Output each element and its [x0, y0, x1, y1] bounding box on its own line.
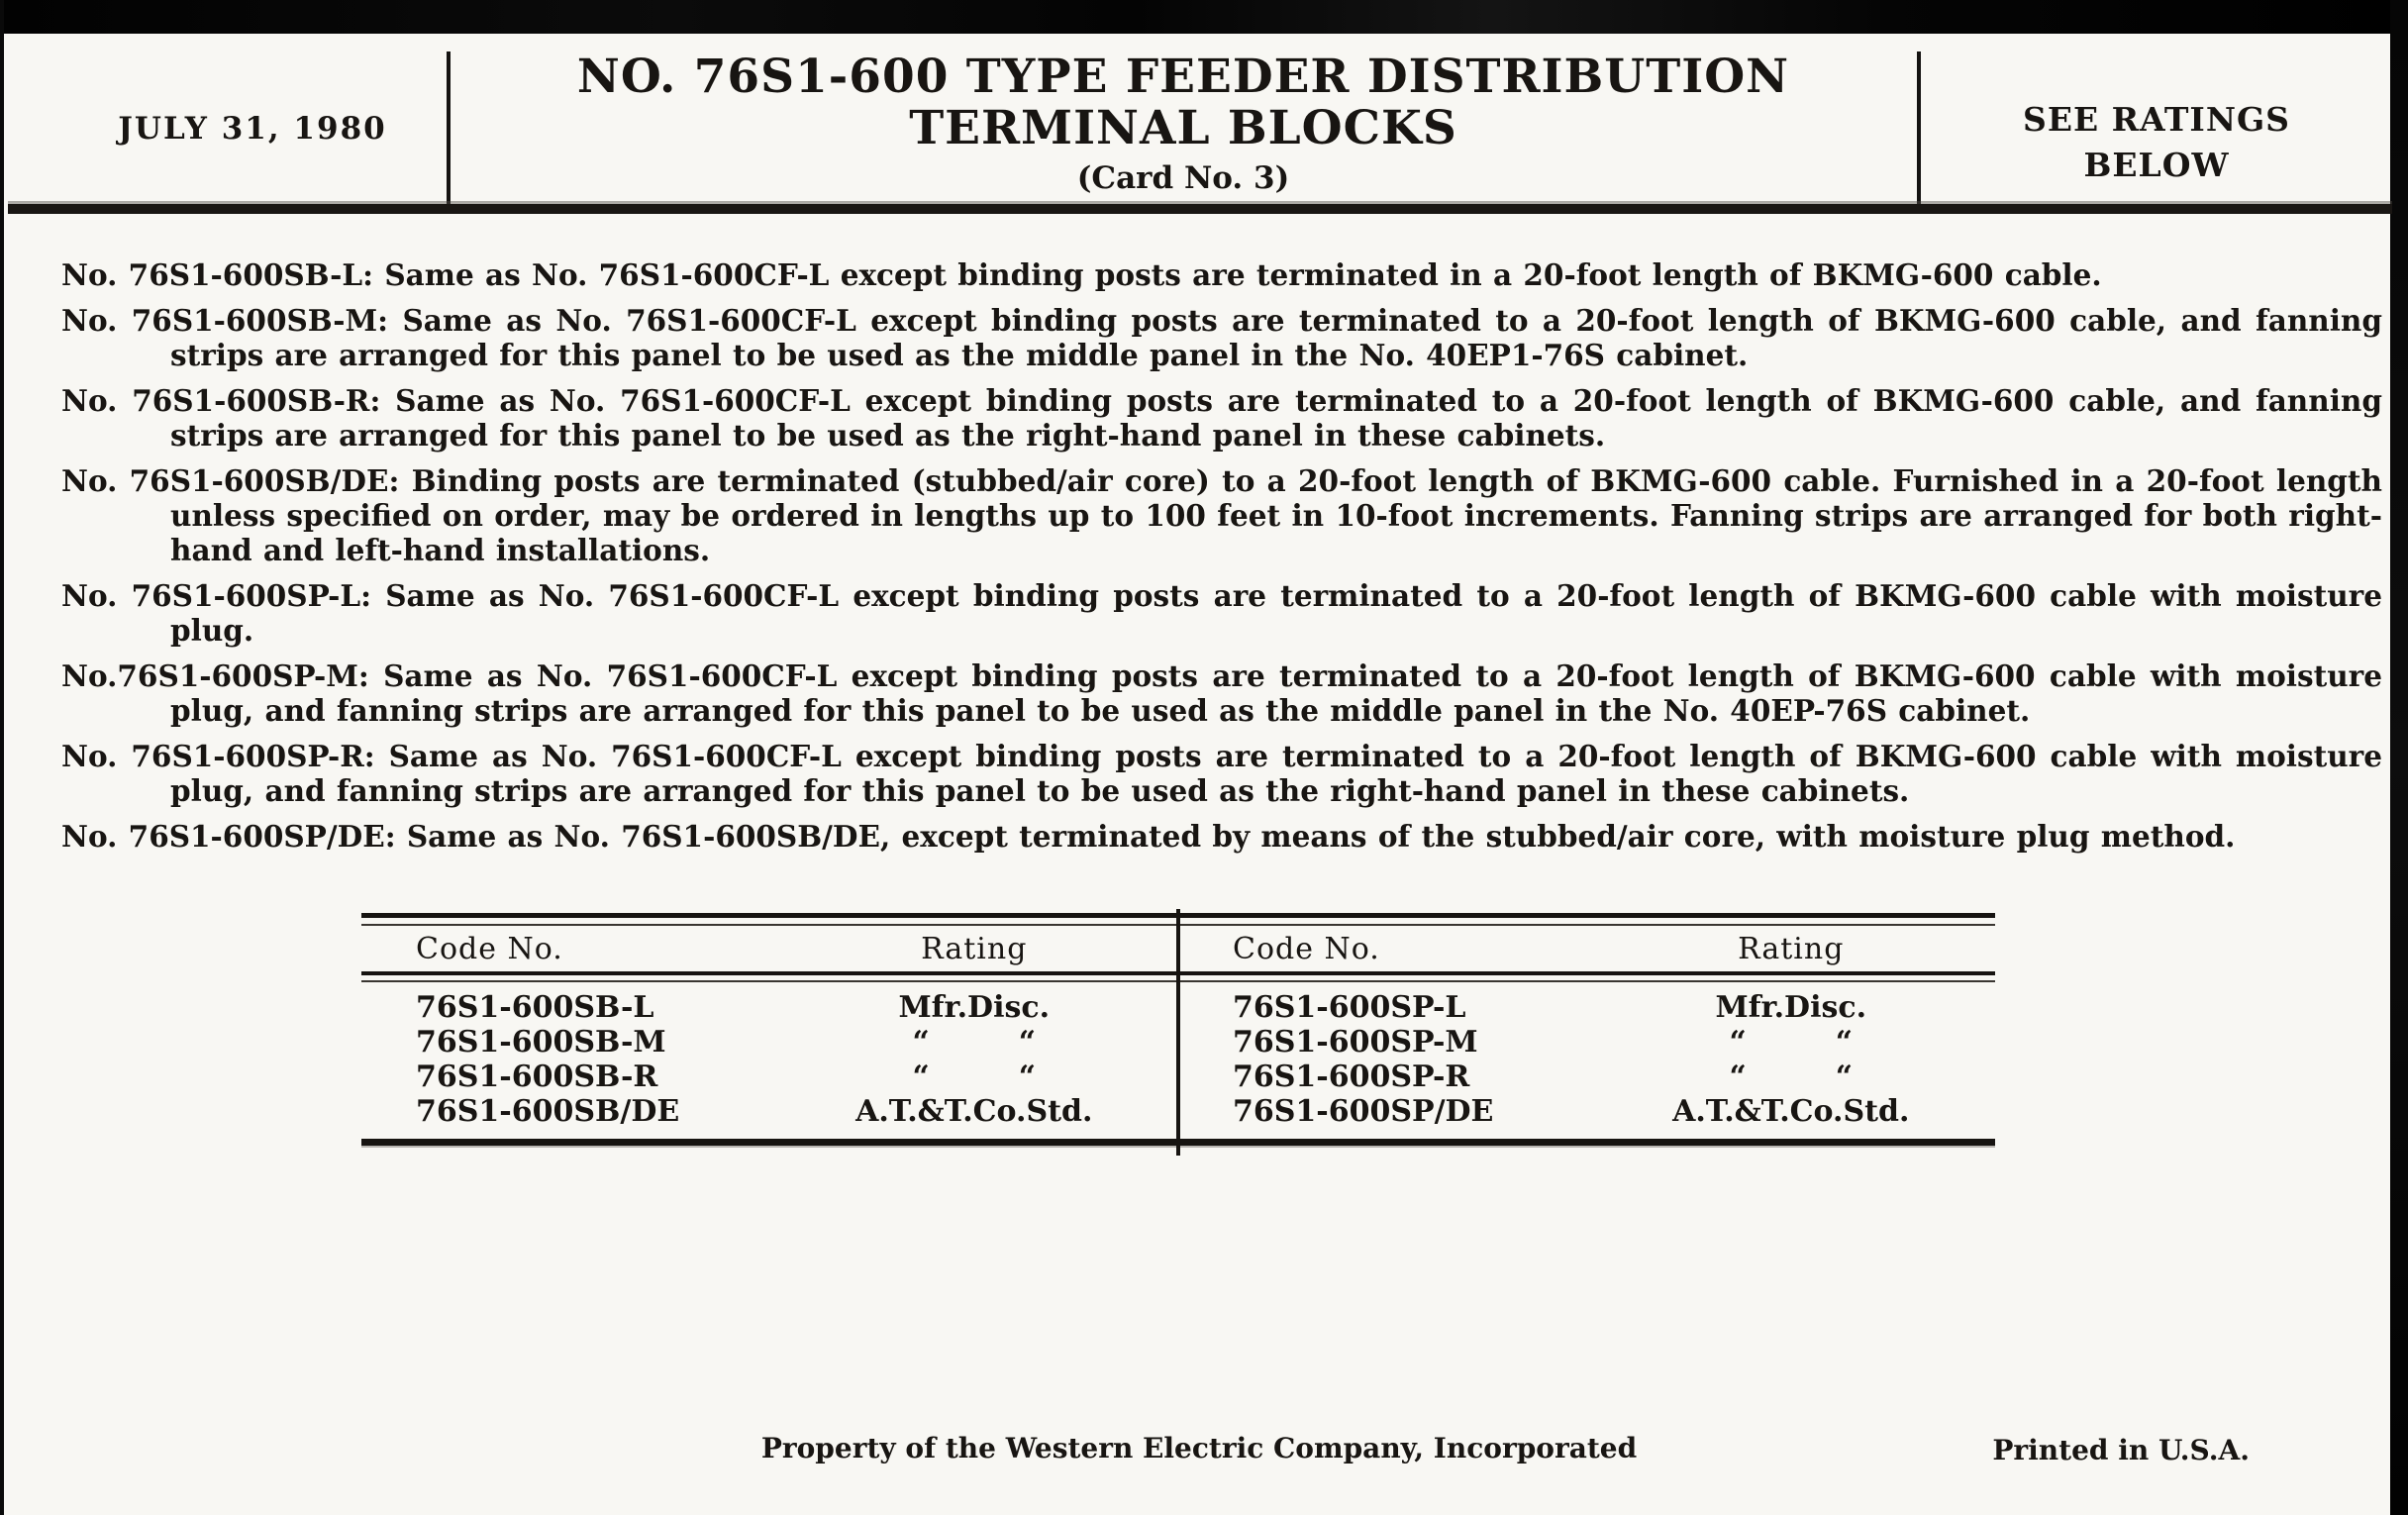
code-cell: 76S1-600SB-M [416, 1025, 666, 1060]
page-title-line2: TERMINAL BLOCKS [909, 101, 1457, 155]
rating-cell-ditto: “ “ [912, 1060, 1036, 1094]
table-row [361, 1094, 1178, 1129]
rating-cell-ditto: “ “ [1729, 1025, 1853, 1060]
description-paragraphs [61, 257, 2382, 864]
column-header-code-left: Code No. [416, 931, 563, 966]
code-label: No. 76S1-600SP-R: [61, 739, 375, 773]
paragraph-sp-l [61, 578, 2382, 648]
table-row [1178, 1094, 1995, 1129]
code-cell: 76S1-600SB-L [416, 990, 654, 1025]
column-header-rating-left: Rating [921, 931, 1028, 966]
paragraph-sb-r [61, 383, 2382, 453]
page-title-line1: NO. 76S1-600 TYPE FEEDER DISTRIBUTION [576, 50, 1790, 104]
code-label: No. 76S1-600SB-M: [61, 303, 389, 338]
table-right-half [1178, 990, 1995, 1129]
code-description: Same as No. 76S1-600CF-L except binding posts are terminated to a 20-foot length of BKMG-600 cable with moisture plug. [170, 578, 2382, 648]
paragraph-sb-de [61, 463, 2382, 567]
header-divider-right [1917, 51, 1921, 206]
issue-date: JULY 31, 1980 [118, 111, 387, 147]
code-label: No.76S1-600SP-M: [61, 658, 369, 693]
header-title-block [455, 51, 1911, 196]
column-header-code-right: Code No. [1233, 931, 1380, 966]
header-divider-left [447, 51, 451, 206]
table-row [1178, 990, 1995, 1025]
code-cell: 76S1-600SB-R [416, 1060, 658, 1094]
table-row [1178, 1060, 1995, 1094]
rating-cell: A.T.&T.Co.Std. [1672, 1094, 1910, 1129]
code-cell: 76S1-600SP-L [1233, 990, 1466, 1025]
rating-cell: A.T.&T.Co.Std. [855, 1094, 1093, 1129]
paragraph-sb-m [61, 303, 2382, 372]
paragraph-sp-de [61, 819, 2382, 854]
paragraph-sb-l [61, 257, 2382, 292]
code-description: Same as No. 76S1-600CF-L except binding posts are terminated in a 20-foot length of BKMG-600 cable. [384, 257, 2102, 292]
paragraph-sp-m [61, 658, 2382, 728]
code-label: No. 76S1-600SB/DE: [61, 463, 400, 498]
see-ratings-line1: SEE RATINGS [2022, 100, 2291, 139]
ratings-table [361, 913, 1995, 1146]
code-description: Binding posts are terminated (stubbed/air core) to a 20-foot length of BKMG-600 cable. Furnished in a 20-foot length unless specified on order, may be ordered in lengths up to 100 feet in 10-foot increments. Fanning strips are arranged for both right-hand and left-hand installations. [170, 463, 2383, 567]
code-label: No. 76S1-600SP-L: [61, 578, 372, 613]
rating-cell-ditto: “ “ [912, 1025, 1036, 1060]
code-description: Same as No. 76S1-600CF-L except binding posts are terminated to a 20-foot length of BKMG-600 cable, and fanning strips are arranged for this panel to be used as the middle panel in the No. 40EP1-76S cabinet. [170, 303, 2382, 372]
column-header-rating-right: Rating [1738, 931, 1845, 966]
code-description: Same as No. 76S1-600CF-L except binding posts are terminated to a 20-foot length of BKMG-600 cable with moisture plug, and fanning strips are arranged for this panel to be used as the middle panel in the No. 40EP-76S cabinet. [170, 658, 2382, 728]
table-row [361, 990, 1178, 1025]
code-description: Same as No. 76S1-600CF-L except binding posts are terminated to a 20-foot length of BKMG-600 cable with moisture plug, and fanning strips are arranged for this panel to be used as the right-hand panel in these cabinets. [170, 739, 2382, 808]
code-label: No. 76S1-600SB-L: [61, 257, 374, 292]
scan-right-border [2390, 0, 2408, 1515]
code-label: No. 76S1-600SB-R: [61, 383, 381, 418]
code-label: No. 76S1-600SP/DE: [61, 819, 396, 854]
header-rule [8, 204, 2392, 214]
table-row [1178, 1025, 1995, 1060]
table-row [361, 1060, 1178, 1094]
table-left-half [361, 990, 1178, 1129]
code-cell: 76S1-600SP/DE [1233, 1094, 1494, 1129]
card-number: (Card No. 3) [1076, 160, 1290, 196]
see-ratings-line2: BELOW [2083, 146, 2230, 184]
code-cell: 76S1-600SB/DE [416, 1094, 680, 1129]
rating-cell: Mfr.Disc. [1715, 990, 1867, 1025]
printed-in-usa: Printed in U.S.A. [1992, 1434, 2250, 1466]
code-description: Same as No. 76S1-600SB/DE, except terminated by means of the stubbed/air core, with moisture plug method. [406, 819, 2236, 854]
table-row [361, 1025, 1178, 1060]
property-notice: Property of the Western Electric Company, Incorporated [760, 1432, 1638, 1464]
code-cell: 76S1-600SP-R [1233, 1060, 1470, 1094]
code-description: Same as No. 76S1-600CF-L except binding posts are terminated to a 20-foot length of BKMG-600 cable, and fanning strips are arranged for this panel to be used as the right-hand panel in these cabinets. [170, 383, 2382, 453]
see-ratings-note [1929, 97, 2384, 188]
table-center-divider [1176, 965, 1180, 1156]
rating-cell-ditto: “ “ [1729, 1060, 1853, 1094]
paragraph-sp-r [61, 739, 2382, 808]
code-cell: 76S1-600SP-M [1233, 1025, 1478, 1060]
scan-left-border [0, 0, 4, 1515]
scan-top-border [0, 0, 2408, 34]
rating-cell: Mfr.Disc. [898, 990, 1051, 1025]
